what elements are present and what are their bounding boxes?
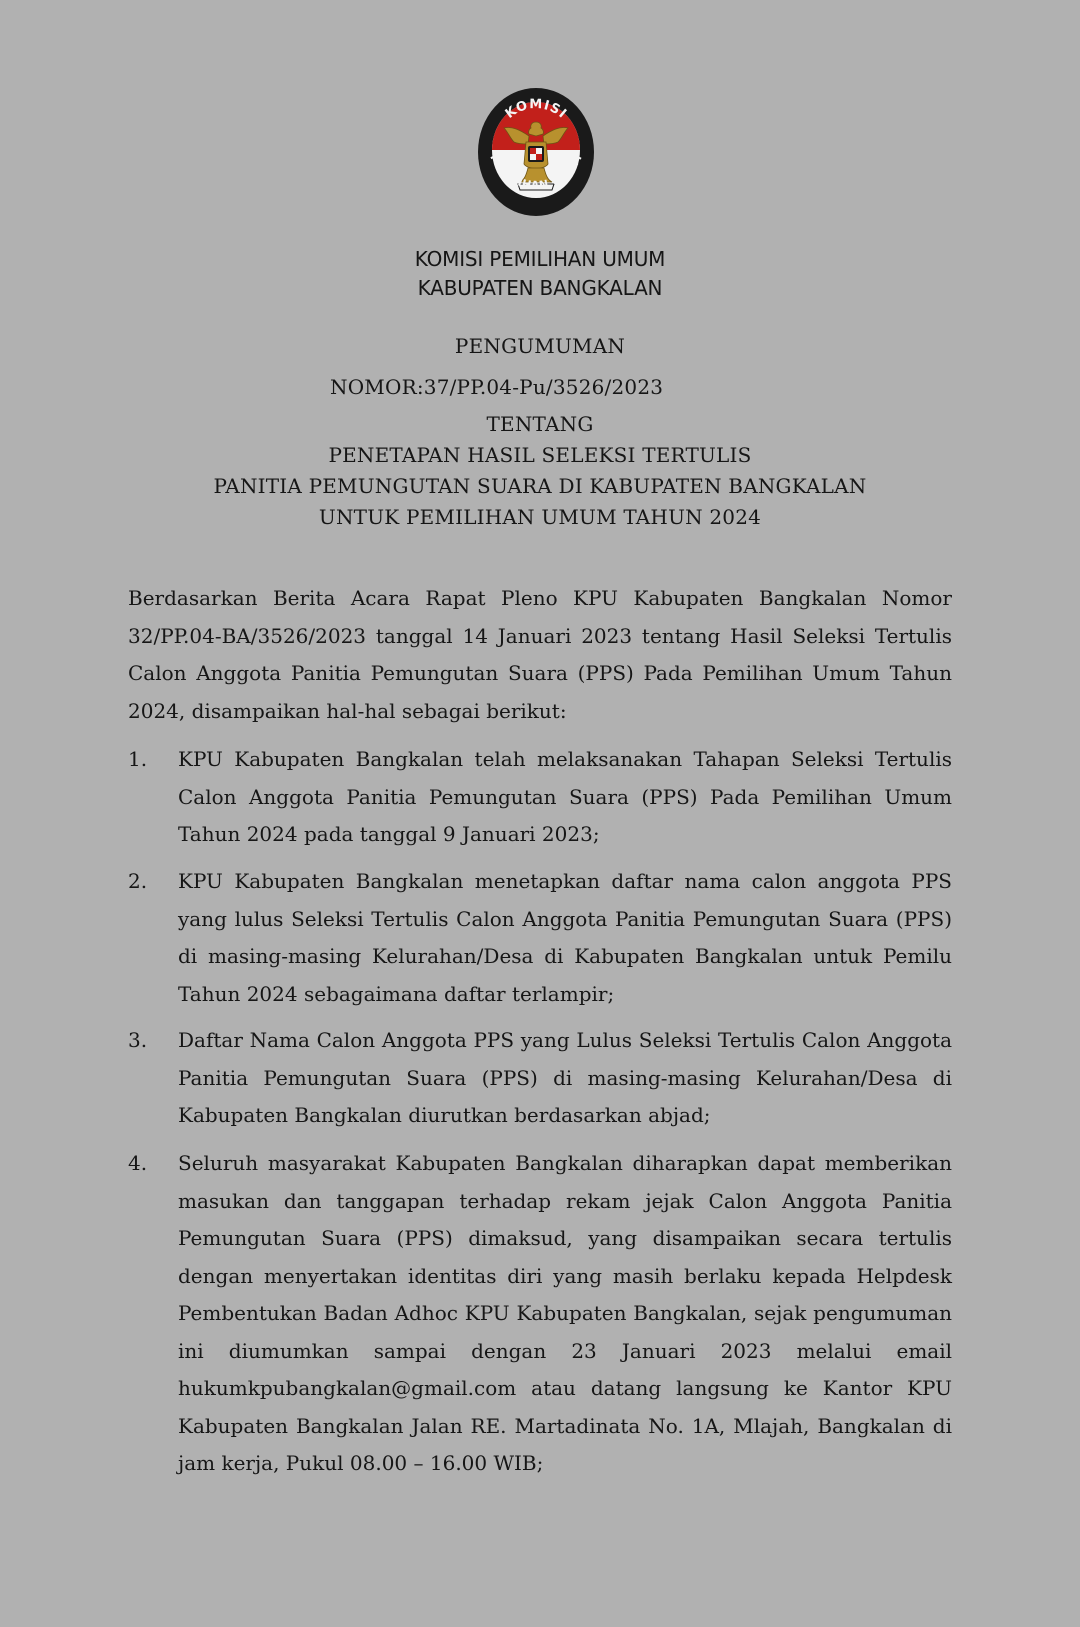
list-item-text: KPU Kabupaten Bangkalan menetapkan daftar nama calon anggota PPS yang lulus Seleksi Tertulis Calon Anggota Panitia Pemungutan Suara (PPS) di masing-masing Kelurahan/Desa di Kabupaten Bangkalan untuk Pemilu Tahun 2024 sebagaimana daftar terlampir; xyxy=(178,869,952,1006)
list-item-number: 2. xyxy=(128,869,148,893)
list-item-text: Seluruh masyarakat Kabupaten Bangkalan diharapkan dapat memberikan masukan dan tanggapan terhadap rekam jejak Calon Anggota Panitia Pemungutan Suara (PPS) dimaksud, yang disampaikan secara tertulis dengan menyertakan identitas diri yang masih berlaku kepada Helpdesk Pembentukan Badan Adhoc KPU Kabupaten Bangkalan, sejak pengumuman ini diumumkan sampai dengan 23 Januari 2023 melalui email hukumkpubangkalan@gmail.com atau datang langsung ke Kantor KPU Kabupaten Bangkalan Jalan RE. Martadinata No. 1A, Mlajah, Bangkalan di jam kerja, Pukul 08.00 – 16.00 WIB; xyxy=(178,1151,952,1475)
document-type: PENGUMUMAN xyxy=(454,334,626,358)
list-item xyxy=(128,863,952,1013)
list-item xyxy=(128,1145,952,1483)
title-line3: UNTUK PEMILIHAN UMUM TAHUN 2024 xyxy=(318,505,762,529)
document-number: NOMOR:37/PP.04-Pu/3526/2023 xyxy=(330,375,664,399)
list-item-text: Daftar Nama Calon Anggota PPS yang Lulus Seleksi Tertulis Calon Anggota Panitia Pemungutan Suara (PPS) di masing-masing Kelurahan/Desa di Kabupaten Bangkalan diurutkan berdasarkan abjad; xyxy=(178,1028,952,1127)
list-item xyxy=(128,1022,952,1135)
list-item-number: 3. xyxy=(128,1028,148,1052)
title-line1: PENETAPAN HASIL SELEKSI TERTULIS xyxy=(328,443,752,467)
about-label: TENTANG xyxy=(486,412,594,436)
list-item-number: 1. xyxy=(128,747,148,771)
list-item-text: KPU Kabupaten Bangkalan telah melaksanakan Tahapan Seleksi Tertulis Calon Anggota Panitia Pemungutan Suara (PPS) Pada Pemilihan Umum Tahun 2024 pada tanggal 9 Januari 2023; xyxy=(178,747,952,846)
list-item xyxy=(128,741,952,854)
title-line2: PANITIA PEMUNGUTAN SUARA DI KABUPATEN BANGKALAN xyxy=(213,474,867,498)
kpu-logo-emblem-icon xyxy=(474,84,598,220)
svg-text:PEMILIHAN UMUM: PEMILIHAN UMUM xyxy=(487,151,585,192)
intro-paragraph: Berdasarkan Berita Acara Rapat Pleno KPU Kabupaten Bangkalan Nomor 32/PP.04-BA/3526/2023 tanggal 14 Januari 2023 tentang Hasil Seleksi Tertulis Calon Anggota Panitia Pemungutan Suara (PPS) Pada Pemilihan Umum Tahun 2024, disampaikan hal-hal sebagai berikut: xyxy=(128,586,952,723)
org-name-line1: KOMISI PEMILIHAN UMUM xyxy=(414,247,666,271)
org-name-line2: KABUPATEN BANGKALAN xyxy=(417,276,663,300)
svg-text:KOMISI: KOMISI xyxy=(502,97,570,122)
list-item-number: 4. xyxy=(128,1151,148,1175)
kpu-logo xyxy=(474,84,598,220)
